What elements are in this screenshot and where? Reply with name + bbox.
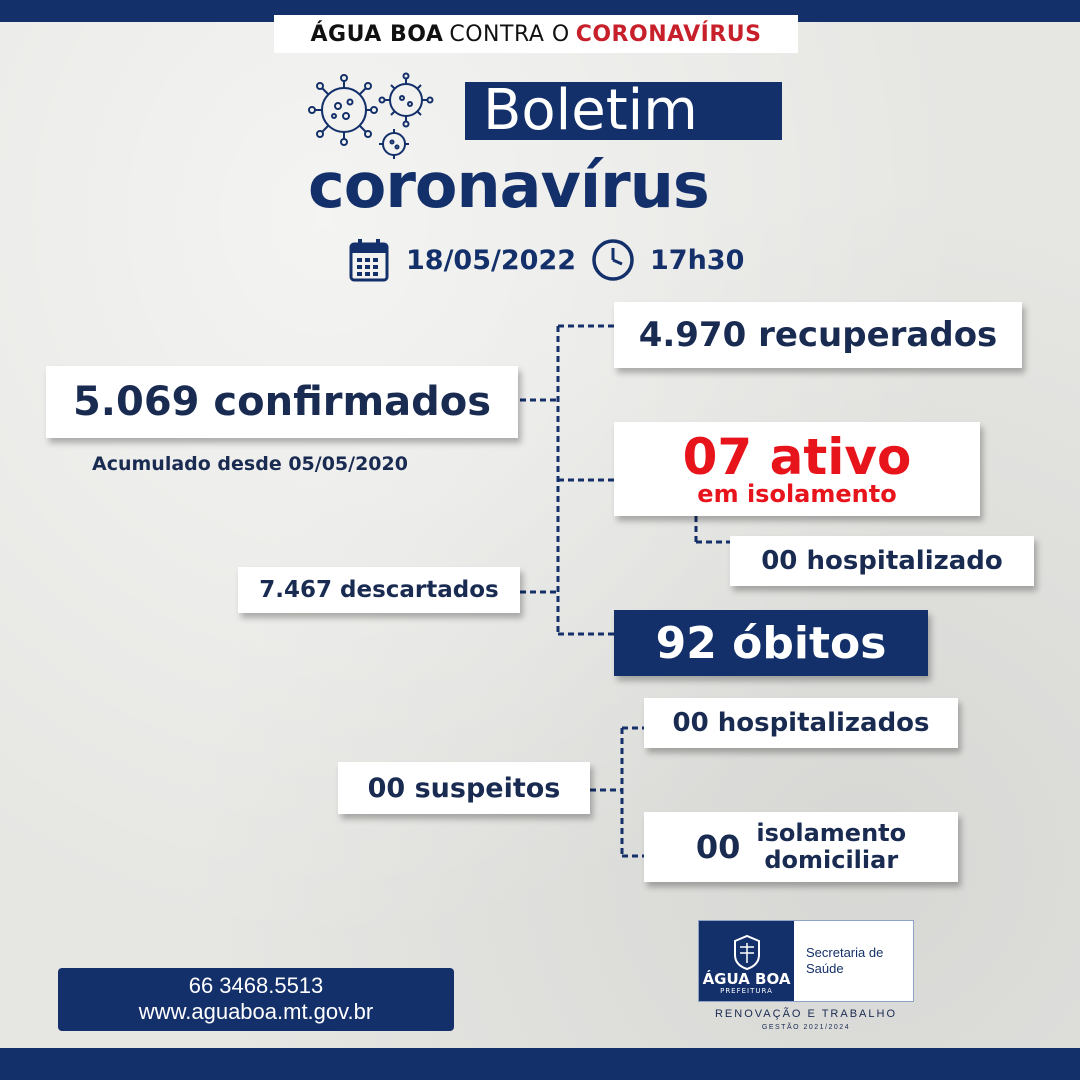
suspects-hospitalized-count: 00 hospitalizados	[672, 708, 930, 738]
recovered-box	[614, 302, 1022, 368]
prefeitura-logo	[698, 920, 914, 1002]
accumulated-note: Acumulado desde 05/05/2020	[92, 453, 408, 475]
bulletin-time: 17h30	[650, 244, 745, 276]
slogan-coronavirus: CORONAVÍRUS	[575, 21, 762, 47]
subtitle-coronavirus: coronavírus	[308, 149, 709, 222]
slogan-city: ÁGUA BOA	[310, 21, 444, 47]
discarded-box	[238, 567, 520, 613]
logo-secretaria-line2: Saúde	[806, 961, 844, 976]
title-boletim: Boletim	[465, 82, 782, 140]
active-count: 07 ativo	[682, 428, 912, 486]
home-isolation-label	[756, 820, 906, 874]
home-isolation-label-line1: isolamento	[756, 819, 907, 847]
logo-city-block	[699, 921, 794, 1001]
bulletin-date: 18/05/2022	[406, 244, 577, 276]
contact-box	[58, 968, 454, 1031]
logo-secretaria-block	[794, 921, 913, 1001]
logo-secretaria-line1: Secretaria de	[806, 945, 884, 960]
deaths-count: 92 óbitos	[655, 617, 887, 669]
suspects-box	[338, 762, 590, 814]
logo-motto: RENOVAÇÃO E TRABALHO	[714, 1008, 898, 1020]
suspects-hospitalized-box	[644, 698, 958, 748]
slogan-contra: CONTRA O	[449, 21, 570, 47]
active-box	[614, 422, 980, 516]
logo-city-name: ÁGUA BOA	[702, 970, 791, 988]
website-url: www.aguaboa.mt.gov.br	[138, 999, 374, 1024]
recovered-count: 4.970 recuperados	[638, 315, 998, 355]
home-isolation-label-line2: domiciliar	[764, 846, 899, 874]
suspects-count: 00 suspeitos	[367, 772, 561, 804]
coat-of-arms-icon	[730, 933, 764, 971]
confirmed-box	[46, 366, 518, 438]
active-isolation-label: em isolamento	[697, 480, 897, 508]
logo-prefeitura: PREFEITURA	[720, 987, 773, 995]
active-hospitalized-count: 00 hospitalizado	[761, 546, 1003, 576]
home-isolation-count: 00	[695, 828, 741, 866]
phone-number: 66 3468.5513	[188, 973, 324, 998]
logo-gestao: GESTÃO 2021/2024	[761, 1024, 851, 1031]
active-hospitalized-box	[730, 536, 1034, 586]
home-isolation-box	[644, 812, 958, 882]
deaths-box	[614, 610, 928, 676]
bottom-bar	[0, 1048, 1080, 1080]
confirmed-count: 5.069 confirmados	[72, 379, 492, 425]
discarded-count: 7.467 descartados	[259, 577, 499, 603]
